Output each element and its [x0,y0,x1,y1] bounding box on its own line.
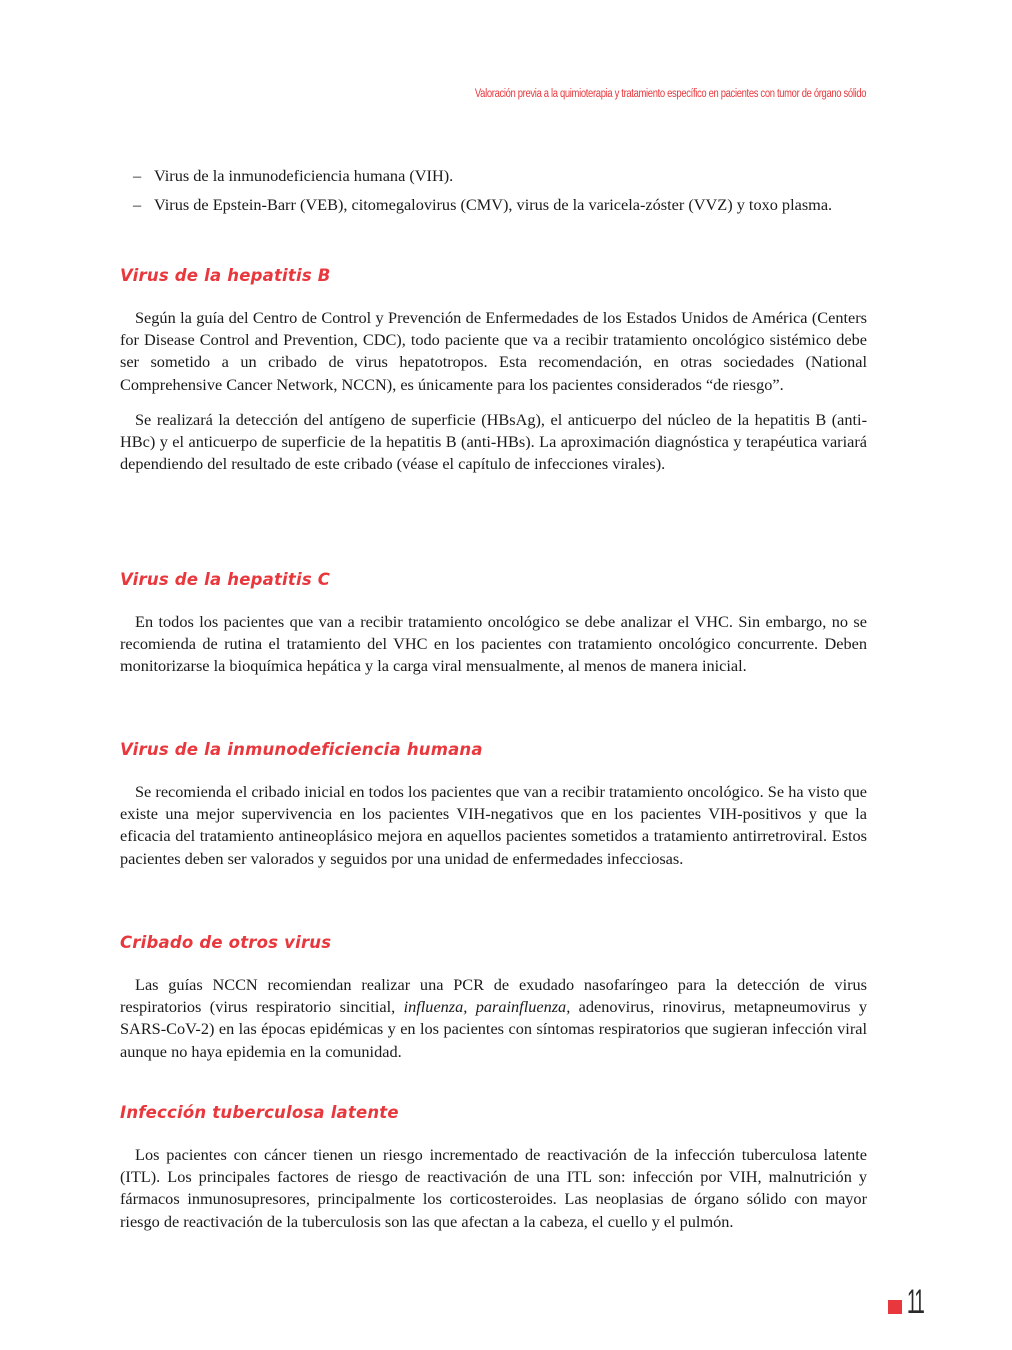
list-item-text: Virus de Epstein-Barr (VEB), citomegalovirus (CMV), virus de la varicela-zóster (VVZ) y toxo plasma. [154,195,833,214]
paragraph [120,974,867,1063]
running-header: Valoración previa a la quimioterapia y tratamiento específico en pacientes con tumor de órgano sólido [474,88,866,100]
page-number: 11 [907,1283,924,1321]
paragraph: En todos los pacientes que van a recibir tratamiento oncológico se debe analizar el VHC. Sin embargo, no se recomienda de rutina el tratamiento del VHC en los pacientes con tratamiento oncológico concurrente. Deben monitorizarse la bioquímica hepática y la carga viral mensualmente, al menos de manera inicial. [120,612,867,676]
paragraph-italic-text: influenza, parainfluenza, [403,997,571,1017]
section-title: Infección tuberculosa latente [120,1103,399,1122]
paragraph: Se recomienda el cribado inicial en todos los pacientes que van a recibir tratamiento oncológico. Se ha visto que existe una mejor supervivencia en los pacientes VIH-negativos que en los pacientes VIH-positivos y que la eficacia del tratamiento antineoplásico mejora en aquellos pacientes sometidos a tratamiento antirretroviral. Estos pacientes deben ser valorados y seguidos por una unidad de enfermedades infecciosas. [120,782,867,868]
section-title: Virus de la hepatitis B [120,266,331,285]
section-hepatitis-c [120,569,867,678]
paragraph: Los pacientes con cáncer tienen un riesgo incrementado de reactivación de la infección tuberculosa latente (ITL). Los principales factores de riesgo de reactivación de una ITL son: infección por VIH, malnutrición y fármacos inmunosupresores, principalmente los corticosteroides. Las neoplasias de órgano sólido con mayor riesgo de reactivación de la tuberculosis son las que afectan a la cabeza, el cuello y el pulmón. [120,1145,867,1231]
list-item-text: Virus de la inmunodeficiencia humana (VIH). [154,166,454,185]
bullet-list [120,164,867,216]
section-tuberculosis [120,1102,867,1233]
list-item [120,164,867,187]
section-title: Virus de la inmunodeficiencia humana [120,740,483,759]
list-item [120,193,867,216]
paragraph: Según la guía del Centro de Control y Prevención de Enfermedades de los Estados Unidos de América (Centers for Disease Control and Prevention, CDC), todo paciente que va a recibir tratamiento oncológico sistémico debe ser sometido a un cribado de virus hepatotropos. Esta recomendación, en otras sociedades (National Comprehensive Cancer Network, NCCN), es únicamente para los pacientes considerados “de riesgo”. [120,308,867,394]
paragraph-text: Las guías NCCN recomiendan realizar una PCR de exudado nasofaríngeo para la detección de virus respiratorios (virus respiratorio sincitial, [120,975,867,1017]
bullet-marker: – [133,195,142,214]
section-title: Virus de la hepatitis C [120,570,331,589]
section-title: Cribado de otros virus [120,933,332,952]
section-hepatitis-b [120,265,867,475]
page-content [120,164,868,1231]
section-otros-virus [120,932,867,1063]
bullet-marker: – [133,166,142,185]
paragraph-text: adenovirus, rinovirus, metapneumovirus y SARS-CoV-2) en las épocas epidémicas y en los pacientes con síntomas respiratorios que sugieran infección viral aunque no haya epidemia en la comunidad. [120,997,868,1061]
paragraph: Se realizará la detección del antígeno de superficie (HBsAg), el anticuerpo del núcleo de la hepatitis B (anti-HBc) y el anticuerpo de superficie de la hepatitis B (anti-HBs). La aproximación diagnóstica y terapéutica variará dependiendo del resultado de este cribado (véase el capítulo de infecciones virales). [120,409,867,474]
page-marker-square [888,1300,902,1314]
section-vih [120,739,867,870]
